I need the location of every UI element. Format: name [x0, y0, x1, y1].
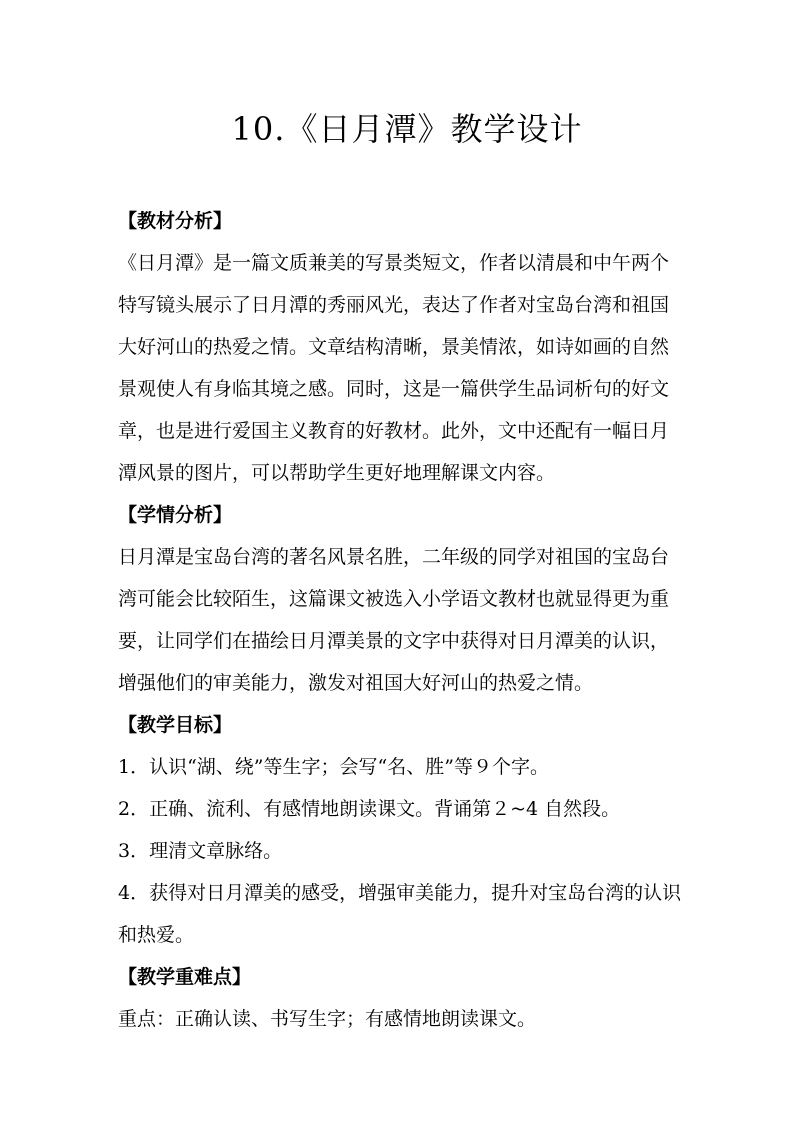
paragraph-line: 要，让同学们在描绘日月潭美景的文字中获得对日月潭美的认识， [118, 630, 670, 652]
paragraph-line: 重点：正确认读、书写生字；有感情地朗读课文。 [118, 1008, 537, 1030]
paragraph-line: 湾可能会比较陌生，这篇课文被选入小学语文教材也就显得更为重 [118, 588, 670, 610]
paragraph-line: 日月潭是宝岛台湾的著名风景名胜，二年级的同学对祖国的宝岛台 [118, 546, 670, 568]
paragraph-line: 景观使人有身临其境之感。同时，这是一篇供学生品词析句的好文 [118, 378, 670, 400]
section-heading-textbook: 【教材分析】 [118, 210, 233, 232]
paragraph-line: 章，也是进行爱国主义教育的好教材。此外，文中还配有一幅日月 [118, 420, 670, 442]
goal-item: 1．认识“湖、绕”等生字；会写“名、胜”等９个字。 [118, 756, 549, 778]
document-body [118, 200, 686, 1040]
document-title: 10.《日月潭》教学设计 [231, 110, 583, 148]
paragraph-line: 增强他们的审美能力，激发对祖国大好河山的热爱之情。 [118, 672, 594, 694]
section-heading-keypoints: 【教学重难点】 [118, 966, 252, 988]
paragraph-line: 潭风景的图片，可以帮助学生更好地理解课文内容。 [118, 462, 556, 484]
goal-item-continued: 和热爱。 [118, 924, 195, 946]
paragraph-line: 大好河山的热爱之情。文章结构清晰，景美情浓，如诗如画的自然 [118, 336, 670, 358]
section-heading-goals: 【教学目标】 [118, 714, 233, 736]
paragraph-line: 特写镜头展示了日月潭的秀丽风光，表达了作者对宝岛台湾和祖国 [118, 294, 670, 316]
paragraph-line: 《日月潭》是一篇文质兼美的写景类短文，作者以清晨和中午两个 [118, 252, 670, 274]
goal-item: 2．正确、流利、有感情地朗读课文。背诵第２~4 自然段。 [118, 798, 621, 820]
goal-item: 3．理清文章脉络。 [118, 840, 283, 862]
section-heading-students: 【学情分析】 [118, 504, 233, 526]
goal-item: 4．获得对日月潭美的感受，增强审美能力，提升对宝岛台湾的认识 [118, 882, 682, 904]
